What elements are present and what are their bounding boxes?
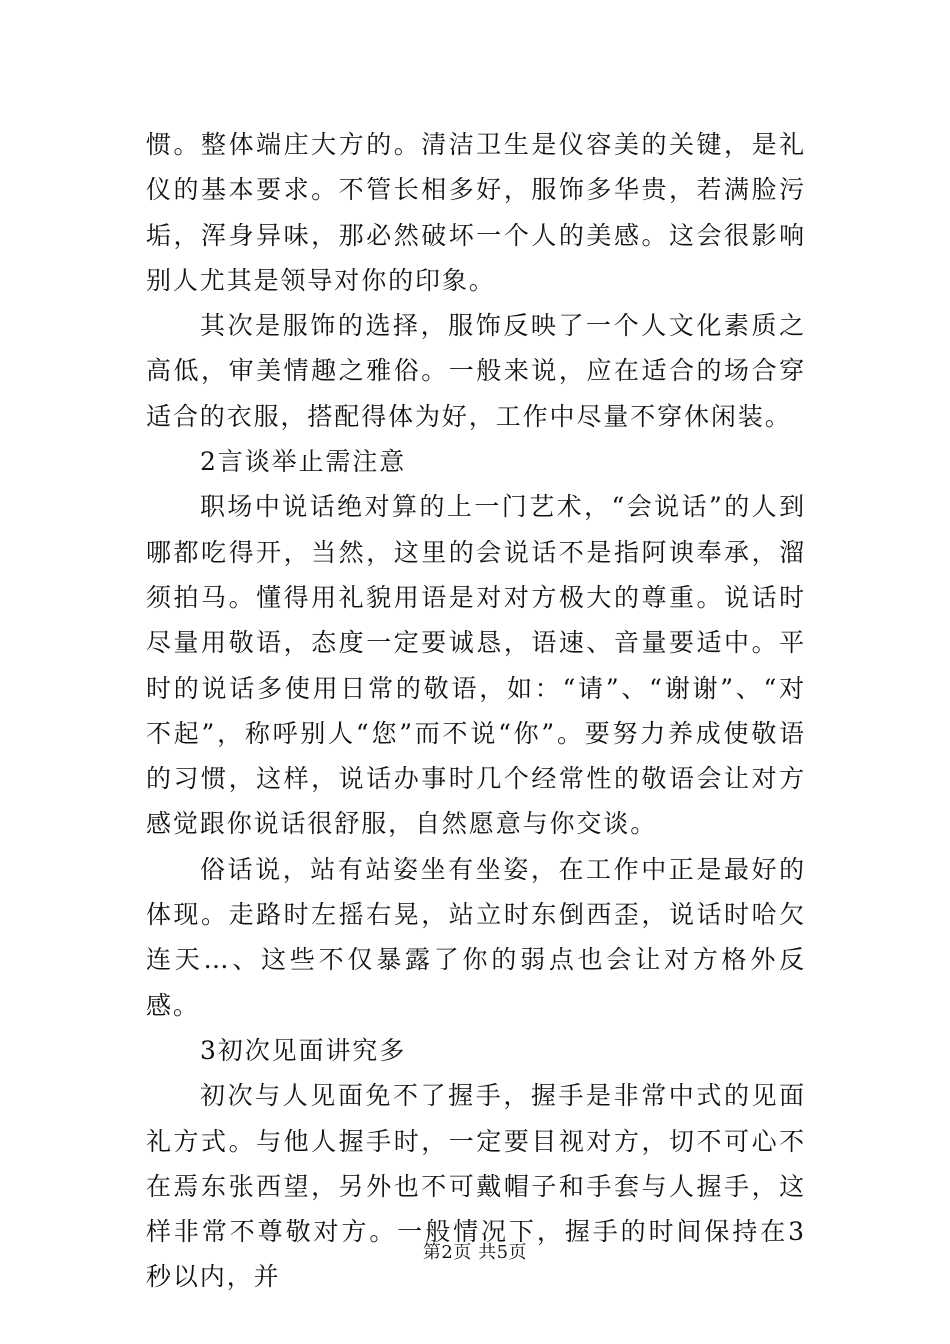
document-body	[146, 122, 806, 1300]
page-number-footer: 第2页 共5页	[422, 1242, 528, 1263]
section-heading-first-meeting: 3初次见面讲究多	[200, 1035, 407, 1065]
section-heading-speech: 2言谈举止需注意	[200, 447, 407, 477]
paragraph-posture: 俗话说，站有站姿坐有坐姿，在工作中正是最好的体现。走路时左摇右晃，站立时东倒西歪，说话时哈欠连天…、这些不仅暴露了你的弱点也会让对方格外反感。	[146, 854, 806, 1020]
paragraph-speech-art: 职场中说话绝对算的上一门艺术，“会说话”的人到哪都吃得开，当然，这里的会说话不是指阿谀奉承，溜须拍马。懂得用礼貌用语是对对方极大的尊重。说话时尽量用敬语，态度一定要诚恳，语速、音量要适中。平时的说话多使用日常的敬语，如：“请”、“谢谢”、“对不起”，称呼别人“您”而不说“你”。要努力养成使敬语的习惯，这样，说话办事时几个经常性的敬语会让对方感觉跟你说话很舒服，自然愿意与你交谈。	[146, 492, 806, 839]
paragraph-handshake: 初次与人见面免不了握手，握手是非常中式的见面礼方式。与他人握手时，一定要目视对方，切不可心不在焉东张西望，另外也不可戴帽子和手套与人握手，这样非常不尊敬对方。一般情况下，握手的时间保持在3秒以内，并	[146, 1081, 806, 1292]
paragraph-attire: 其次是服饰的选择，服饰反映了一个人文化素质之高低，审美情趣之雅俗。一般来说，应在适合的场合穿适合的衣服，搭配得体为好，工作中尽量不穿休闲装。	[146, 311, 806, 431]
paragraph-continuation: 惯。整体端庄大方的。清洁卫生是仪容美的关键，是礼仪的基本要求。不管长相多好，服饰多华贵，若满脸污垢，浑身异味，那必然破坏一个人的美感。这会很影响别人尤其是领导对你的印象。	[146, 130, 806, 295]
